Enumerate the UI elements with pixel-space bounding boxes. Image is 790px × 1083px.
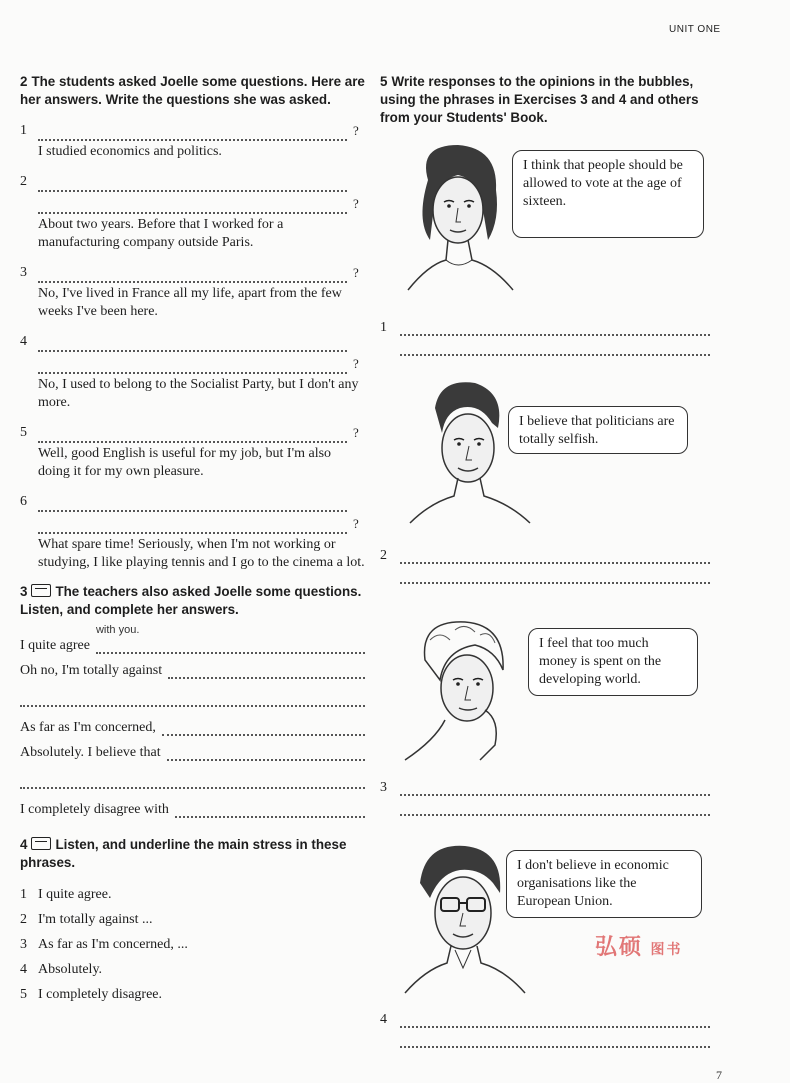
list-item[interactable]: 3 As far as I'm concerned, ... <box>20 936 188 952</box>
ex2-item: 4 ? No, I used to belong to the Socialist Party, but I don't any more. <box>20 330 365 413</box>
answer-line[interactable] <box>400 580 710 584</box>
ex2-answer: About two years. Before that I worked for a manufacturing company outside Paris. <box>38 216 284 250</box>
list-item[interactable]: 5 I completely disagree. <box>20 986 163 1002</box>
answer-line[interactable] <box>400 782 710 796</box>
answer-line[interactable] <box>400 1014 710 1028</box>
ex5-answer-row: 4 <box>380 1008 710 1028</box>
ex2-answer: No, I've lived in France all my life, apart from the few weeks I've been here. <box>38 285 342 319</box>
ex2-answer: I studied economics and politics. <box>38 144 222 159</box>
cassette-icon <box>31 584 51 597</box>
publisher-stamp: 弘硕 图书 <box>595 934 683 959</box>
ex2-heading: 2 The students asked Joelle some questions. Here are her answers. Write the questions she was asked. <box>20 74 365 107</box>
answer-line[interactable] <box>400 550 710 564</box>
answer-line[interactable] <box>38 125 347 141</box>
ex5-answer-row: 1 <box>380 316 710 336</box>
ex3-line: As far as I'm concerned, <box>20 711 365 736</box>
list-item[interactable]: 2 I'm totally against ... <box>20 911 153 927</box>
ex3-line: Oh no, I'm totally against <box>20 654 365 679</box>
ex2-item: 3 ? No, I've lived in France all my life, apart from the few weeks I've been here. <box>20 261 365 322</box>
woman-hand-portrait-illustration <box>385 610 535 770</box>
speech-bubble: I feel that too much money is spent on the developing world. <box>528 628 698 696</box>
ex4-list <box>20 882 365 1007</box>
ex3-heading: 3 The teachers also asked Joelle some questions. Listen, and complete her answers. <box>20 583 362 617</box>
left-column <box>20 73 365 1007</box>
ex5-answer-row: 3 <box>380 776 710 796</box>
answer-line[interactable] <box>38 176 347 192</box>
answer-line[interactable] <box>38 496 347 512</box>
woman-portrait-illustration <box>388 140 528 300</box>
ex2-item: 6 ? What spare time! Seriously, when I'm not working or studying, I like playing tennis and I go to the cinema a lot. <box>20 490 365 573</box>
answer-line[interactable] <box>175 802 365 818</box>
cassette-icon <box>31 837 51 850</box>
answer-line[interactable] <box>400 812 710 816</box>
ex3-line: I quite agree with you. <box>20 629 365 654</box>
ghost-heading <box>30 40 36 66</box>
answer-line[interactable] <box>168 663 365 679</box>
list-item[interactable]: 1 I quite agree. <box>20 886 112 902</box>
right-column <box>380 73 725 137</box>
ex2-item: 1 ? I studied economics and politics. <box>20 119 365 162</box>
page-number: 7 <box>716 1068 722 1082</box>
answer-line[interactable] <box>20 691 365 707</box>
ex5-answer-row: 2 <box>380 544 710 564</box>
handwritten-answer: with you. <box>95 623 140 636</box>
answer-line[interactable] <box>38 198 347 214</box>
ex3-line: Absolutely. I believe that <box>20 736 365 761</box>
answer-line[interactable] <box>38 358 347 374</box>
answer-line[interactable] <box>400 322 710 336</box>
ex2-item: 2 ? About two years. Before that I worked for a manufacturing company outside Paris. <box>20 170 365 253</box>
ex4-heading: 4 Listen, and underline the main stress in these phrases. <box>20 836 347 870</box>
answer-line[interactable] <box>162 720 365 736</box>
ex2-answer: No, I used to belong to the Socialist Party, but I don't any more. <box>38 376 359 410</box>
answer-line[interactable] <box>38 336 347 352</box>
answer-line[interactable] <box>95 623 365 654</box>
ex2-item: 5 ? Well, good English is useful for my job, but I'm also doing it for my own pleasure. <box>20 421 365 482</box>
answer-line[interactable] <box>400 352 710 356</box>
answer-line[interactable] <box>400 1044 710 1048</box>
answer-line[interactable] <box>20 773 365 789</box>
speech-bubble: I think that people should be allowed to vote at the age of sixteen. <box>512 150 704 238</box>
ex5-heading: 5 Write responses to the opinions in the bubbles, using the phrases in Exercises 3 and 4 and others from your Students' Book. <box>380 74 699 125</box>
unit-label: UNIT ONE <box>669 24 721 35</box>
answer-line[interactable] <box>38 518 347 534</box>
answer-line[interactable] <box>38 427 347 443</box>
ex3-line: I completely disagree with <box>20 793 365 818</box>
answer-line[interactable] <box>38 267 347 283</box>
speech-bubble: I don't believe in economic organisations like the European Union. <box>506 850 702 918</box>
answer-line[interactable] <box>167 745 365 761</box>
ex2-answer: What spare time! Seriously, when I'm not working or studying, I like playing tennis and I go to the cinema a lot. <box>38 536 365 570</box>
list-item[interactable]: 4 Absolutely. <box>20 961 103 977</box>
speech-bubble: I believe that politicians are totally selfish. <box>508 406 688 454</box>
ex2-answer: Well, good English is useful for my job, but I'm also doing it for my own pleasure. <box>38 445 332 479</box>
